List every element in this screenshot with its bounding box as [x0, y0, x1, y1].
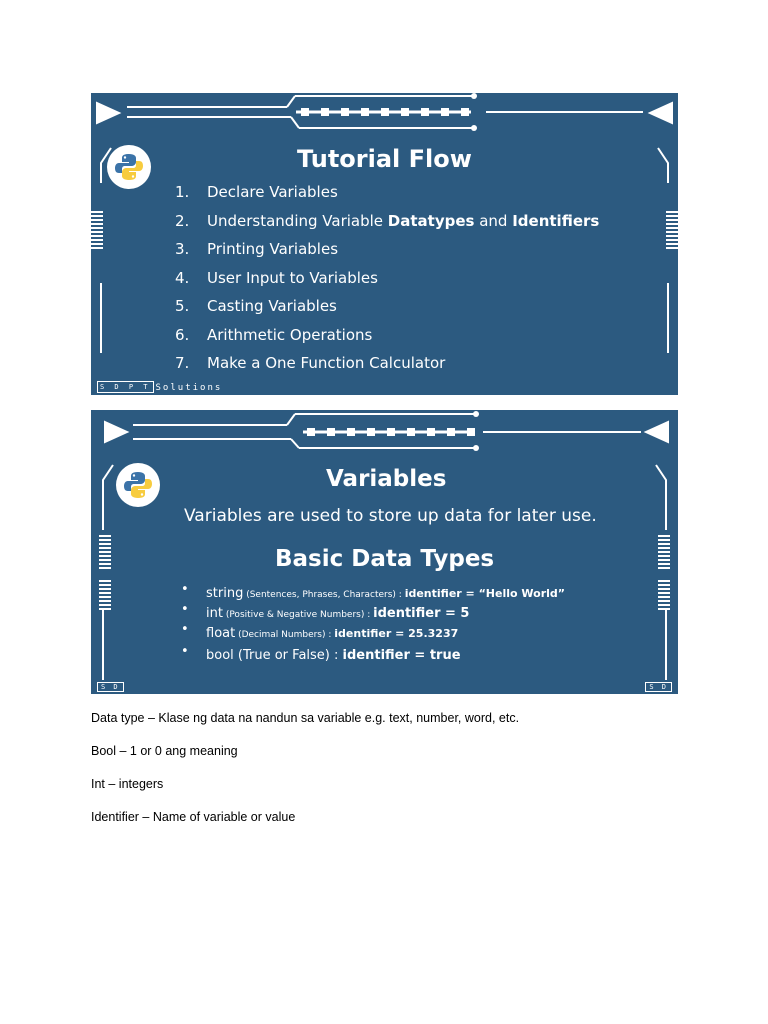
- step-text-part: Arithmetic Operations: [207, 325, 373, 344]
- python-logo-icon: [116, 463, 160, 507]
- brand-word: Solutions: [155, 383, 223, 393]
- data-type-item: [181, 644, 565, 664]
- data-type-example: identifier = “Hello World”: [404, 587, 566, 600]
- step-number: 7.: [175, 354, 190, 372]
- data-type-name: string: [206, 586, 244, 601]
- data-type-description: (Sentences, Phrases, Characters) :: [243, 590, 405, 600]
- step-text-part: and: [474, 211, 513, 230]
- step-text: [207, 240, 338, 258]
- step-number: 4.: [175, 268, 190, 287]
- step-text-part: User Input to Variables: [207, 268, 378, 287]
- note-identifier: Identifier – Name of variable or value: [91, 810, 296, 824]
- play-arrow-icon-right: [650, 103, 672, 123]
- step-text-emphasis: Datatypes: [387, 211, 475, 230]
- play-arrow-icon-right: [646, 422, 668, 442]
- note-int: Int – integers: [91, 777, 164, 791]
- data-type-description: (Positive & Negative Numbers) :: [222, 610, 374, 620]
- step-text-part: Casting Variables: [207, 297, 337, 315]
- data-types-list: [181, 582, 565, 664]
- note-data-type: Data type – Klase ng data na nandun sa variable e.g. text, number, word, etc.: [91, 711, 520, 725]
- data-type-item: [181, 622, 565, 642]
- data-type-description: (Decimal Numbers) :: [235, 630, 335, 640]
- brand-logo: [97, 381, 222, 393]
- slide-title: Tutorial Flow: [297, 145, 472, 173]
- step-text: [207, 183, 338, 201]
- slide-tutorial-flow: [91, 93, 678, 395]
- corner-logo-left: S D: [97, 682, 124, 692]
- step-text: [207, 297, 337, 315]
- note-bool: Bool – 1 or 0 ang meaning: [91, 744, 238, 758]
- brand-box-text: S D P T: [97, 381, 154, 393]
- step-text-part: Printing Variables: [207, 240, 339, 258]
- step-number: 1.: [175, 183, 190, 201]
- step-text: [207, 326, 372, 344]
- variables-definition: Variables are used to store up data for later use.: [184, 506, 597, 526]
- data-type-description: (True or False) :: [233, 648, 343, 663]
- step-text-part: Make a One Function Calculator: [207, 354, 446, 372]
- data-type-name: int: [206, 606, 223, 621]
- slide-variables: [91, 410, 678, 694]
- step-text-emphasis: Identifiers: [512, 211, 600, 230]
- step-text: [207, 354, 445, 372]
- data-type-example: identifier = 25.3237: [334, 627, 459, 640]
- step-text: [207, 212, 599, 230]
- python-logo-icon: [107, 145, 151, 189]
- data-type-item: [181, 602, 565, 622]
- data-type-item: [181, 582, 565, 602]
- step-number: 5.: [175, 297, 190, 315]
- play-arrow-icon-left: [97, 103, 119, 123]
- data-type-name: bool: [206, 648, 234, 663]
- step-text-part: Declare Variables: [207, 183, 338, 201]
- step-number: 6.: [175, 325, 190, 344]
- play-arrow-icon-left: [105, 422, 127, 442]
- step-text: [207, 269, 378, 287]
- corner-logo-right: S D: [645, 682, 672, 692]
- step-number: 2.: [175, 211, 190, 230]
- step-number: 3.: [175, 240, 190, 258]
- section-heading: Basic Data Types: [275, 546, 495, 572]
- data-type-name: float: [206, 626, 236, 641]
- data-type-example: identifier = true: [342, 648, 461, 663]
- slide-title: Variables: [326, 466, 447, 492]
- step-text-part: Understanding Variable: [207, 211, 388, 230]
- data-type-example: identifier = 5: [373, 606, 470, 621]
